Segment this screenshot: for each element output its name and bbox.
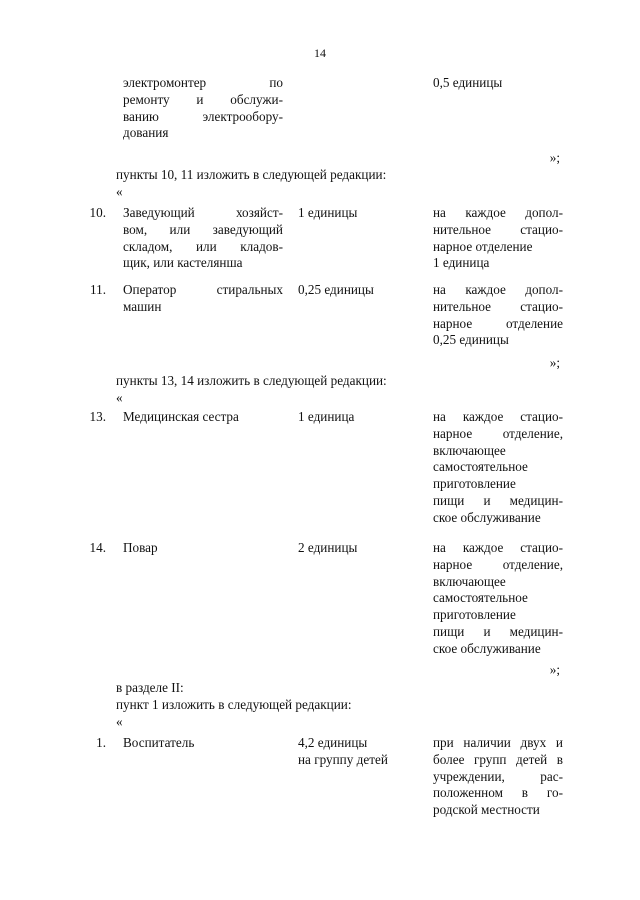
title-line: ванию электрообору- bbox=[123, 108, 283, 124]
open-quote: « bbox=[116, 714, 123, 729]
amount-line: 0,25 единицы bbox=[298, 282, 374, 297]
note-line: родской местности bbox=[433, 802, 540, 818]
row-11-amount bbox=[298, 282, 413, 299]
note-line: на каждое допол- bbox=[433, 205, 563, 220]
row-13-number: 13. bbox=[89, 409, 106, 424]
section-ii-heading: в разделе II: bbox=[116, 680, 184, 695]
note-line: ское обслуживание bbox=[433, 640, 541, 656]
note-line: на каждое стацио- bbox=[433, 540, 563, 555]
close-quote: »; bbox=[549, 355, 560, 370]
row-10-amount bbox=[298, 205, 413, 222]
note-line: нительное стацио- bbox=[433, 221, 563, 237]
row-1-number: 1. bbox=[96, 735, 106, 750]
amount-line: 4,2 единицы bbox=[298, 735, 368, 750]
note-line: самостоятельное bbox=[433, 590, 528, 606]
title-line: Медицинская сестра bbox=[123, 409, 239, 424]
instruction-10-11: пункты 10, 11 изложить в следующей редакции: bbox=[116, 167, 387, 182]
note-line: 1 единица bbox=[433, 255, 490, 271]
row-0-title bbox=[123, 75, 283, 142]
title-line: складом, или кладов- bbox=[123, 238, 283, 254]
note-line: более групп детей в bbox=[433, 751, 563, 767]
note-line: 0,25 единицы bbox=[433, 332, 509, 348]
row-13-note bbox=[433, 409, 563, 527]
note-line: нительное стацио- bbox=[433, 298, 563, 314]
note-line: положенном в го- bbox=[433, 785, 563, 801]
row-10-number: 10. bbox=[89, 205, 106, 220]
note-line: учреждении, рас- bbox=[433, 768, 563, 784]
row-14-amount bbox=[298, 540, 413, 557]
open-quote: « bbox=[116, 390, 123, 405]
row-1-amount bbox=[298, 735, 413, 769]
amount-line: 1 единицы bbox=[298, 205, 358, 220]
row-10-title bbox=[123, 205, 283, 272]
note-line: 0,5 единицы bbox=[433, 75, 503, 90]
note-line: при наличии двух и bbox=[433, 735, 563, 750]
note-line: нарное отделение, bbox=[433, 556, 563, 572]
amount-line: на группу детей bbox=[298, 751, 388, 767]
note-line: ское обслуживание bbox=[433, 509, 541, 525]
note-line: на каждое допол- bbox=[433, 282, 563, 297]
note-line: приготовление bbox=[433, 476, 516, 492]
instruction-13-14: пункты 13, 14 изложить в следующей редакции: bbox=[116, 373, 387, 388]
title-line: Оператор стиральных bbox=[123, 282, 283, 297]
note-line: нарное отделение bbox=[433, 315, 563, 331]
title-line: электромонтер по bbox=[123, 75, 283, 90]
row-14-note bbox=[433, 540, 563, 658]
title-line: Воспитатель bbox=[123, 735, 195, 750]
amount-line: 2 единицы bbox=[298, 540, 358, 555]
note-line: пищи и медицин- bbox=[433, 623, 563, 639]
title-line: дования bbox=[123, 125, 169, 141]
open-quote: « bbox=[116, 184, 123, 199]
title-line: вом, или заведующий bbox=[123, 221, 283, 237]
row-0-note bbox=[433, 75, 563, 92]
note-line: пищи и медицин- bbox=[433, 492, 563, 508]
row-13-title bbox=[123, 409, 283, 426]
row-11-title bbox=[123, 282, 283, 316]
row-11-number: 11. bbox=[90, 282, 106, 297]
close-quote: »; bbox=[549, 662, 560, 677]
note-line: на каждое стацио- bbox=[433, 409, 563, 424]
note-line: нарное отделение, bbox=[433, 425, 563, 441]
note-line: приготовление bbox=[433, 607, 516, 623]
page-number: 14 bbox=[314, 46, 326, 60]
note-line: самостоятельное bbox=[433, 459, 528, 475]
amount-line: 1 единица bbox=[298, 409, 355, 424]
row-10-note bbox=[433, 205, 563, 272]
title-line: машин bbox=[123, 298, 162, 314]
row-13-amount bbox=[298, 409, 413, 426]
title-line: ремонту и обслужи- bbox=[123, 91, 283, 107]
note-line: нарное отделение bbox=[433, 238, 533, 254]
row-14-number: 14. bbox=[89, 540, 106, 555]
title-line: Повар bbox=[123, 540, 158, 555]
note-line: включающее bbox=[433, 442, 506, 458]
instruction-1: пункт 1 изложить в следующей редакции: bbox=[116, 697, 352, 712]
note-line: включающее bbox=[433, 573, 506, 589]
title-line: Заведующий хозяйст- bbox=[123, 205, 283, 220]
row-14-title bbox=[123, 540, 283, 557]
row-1-note bbox=[433, 735, 563, 819]
close-quote: »; bbox=[549, 150, 560, 165]
row-11-note bbox=[433, 282, 563, 349]
title-line: щик, или кастелянша bbox=[123, 255, 243, 271]
row-1-title bbox=[123, 735, 283, 752]
